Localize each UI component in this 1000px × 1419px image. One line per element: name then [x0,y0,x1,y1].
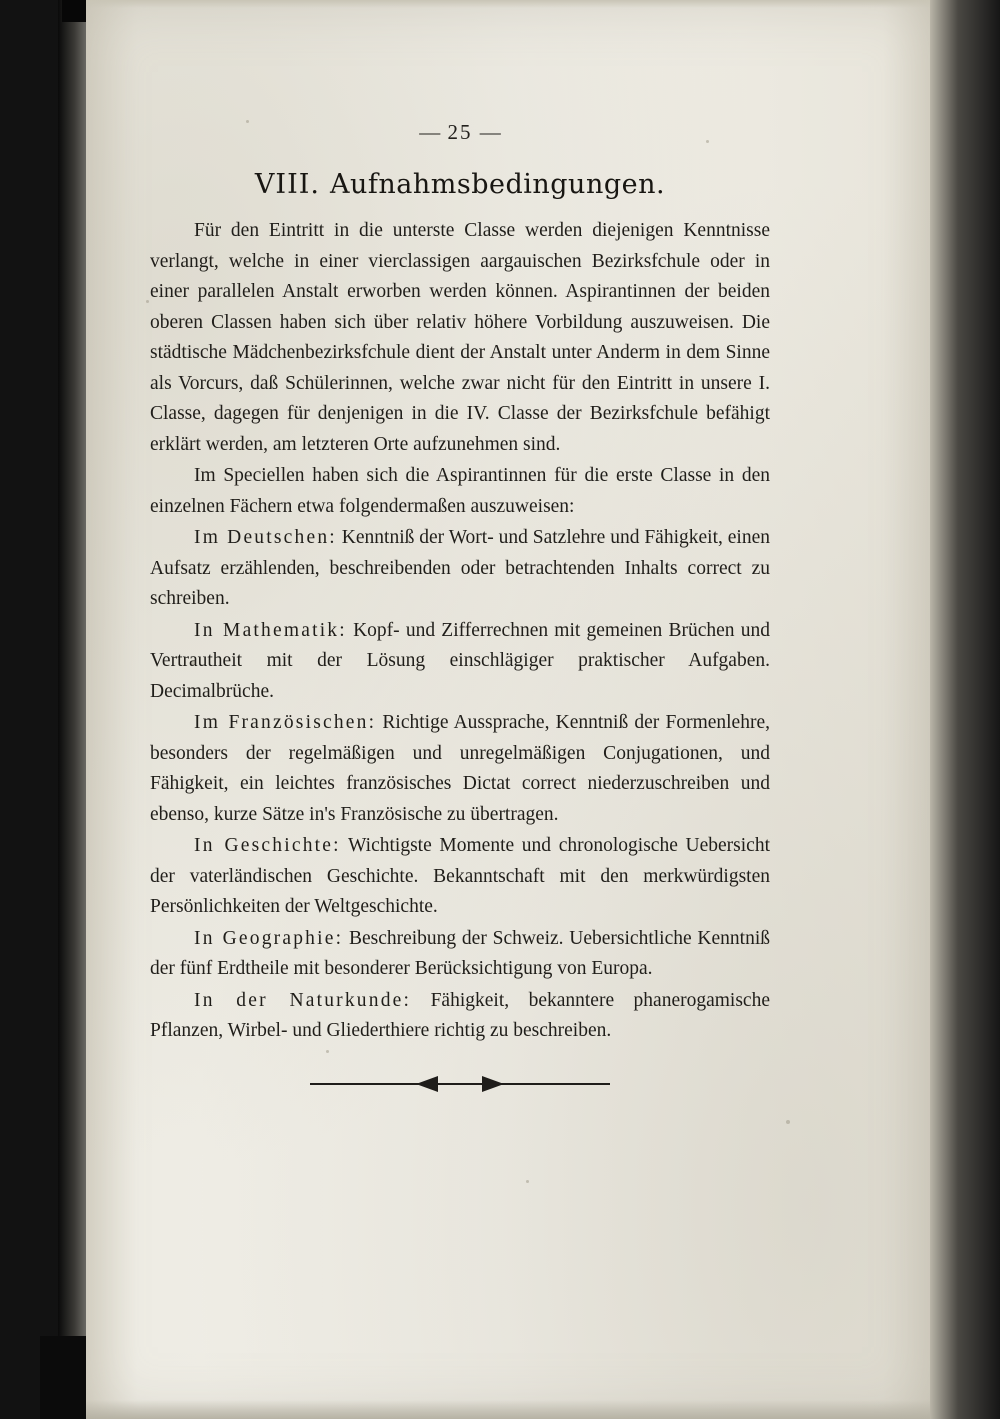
paper-right-edge-shadow [930,0,1000,1419]
subject-history [150,831,770,923]
ornament-arrow-right-icon [482,1076,504,1092]
section-divider-ornament [310,1073,610,1095]
paragraph-entry-conditions: Für den Eintritt in die unterste Classe werden diejenigen Kenntnisse verlangt, welche in einer vierclassigen aargauischen Bezirksfchule oder in einer parallelen Anstalt erworben werden können. Aspirantinnen der beiden oberen Classen haben sich über relativ höhere Vorbildung auszuweisen. Die städtische Mädchenbezirksfchule dient der Anstalt unter Anderm in dem Sinne als Vorcurs, daß Schülerinnen, welche zwar nicht für den Eintritt in unsere I. Classe, dagegen für denjenigen in die IV. Classe der Bezirksfchule befähigt erklärt werden, am letzteren Orte aufzunehmen sind. [150,220,770,455]
subject-german-label: Im Deutschen: [194,527,337,548]
subject-german-text: Kenntniß der Wort- und Satzlehre und Fähigkeit, einen Aufsatz erzählenden, beschreibenden oder betrachtenden Inhalts correct zu schreiben. [150,527,770,609]
subject-natural-history [150,986,770,1047]
subject-history-label: In Geschichte: [194,835,341,856]
folio-dash-right: — [479,120,501,144]
subject-geography-text: Beschreibung der Schweiz. Uebersichtliche Kenntniß der fünf Erdtheile mit besonderer Berücksichtigung von Europa. [150,927,770,979]
subject-natural-history-label: In der Naturkunde: [194,989,412,1011]
subject-natural-history-text: Fähigkeit, bekanntere phanerogamische Pflanzen, Wirbel- und Gliederthiere richtig zu beschreiben. [150,989,770,1041]
subject-geography [150,924,770,985]
ornament-arrow-left-icon [416,1076,438,1092]
subject-french-text: Richtige Aussprache, Kenntniß der Formenlehre, besonders der regelmäßigen und unregelmäßigen Conjugationen, und Fähigkeit, ein leichtes französisches Dictat correct niederzuschreiben und ebenso, kurze Sätze in's Französische zu übertragen. [150,712,770,825]
subject-mathematics [150,616,770,708]
subject-french-label: Im Französischen: [194,712,377,733]
folio-number: 25 [447,120,473,144]
book-gutter-dark-area [0,0,62,1419]
subject-german [150,523,770,615]
paragraph-specific-requirements: Im Speciellen haben sich die Aspirantinnen für die erste Classe in den einzelnen Fächern etwa folgendermaßen auszuweisen: [150,465,770,517]
page-text-body [150,120,770,1095]
ornament-rule [310,1083,610,1086]
subject-mathematics-text: Kopf- und Zifferrechnen mit gemeinen Brüchen und Vertrautheit mit der Lösung einschlägiger praktischer Aufgaben. Decimalbrüche. [150,619,770,702]
page-corner-shadow-top [62,0,88,22]
chapter-title-text: Aufnahmsbedingungen. [329,169,666,200]
chapter-number: VIII. [254,169,320,200]
paper-bottom-edge [86,1400,934,1419]
subject-geography-label: In Geographie: [194,927,344,949]
subject-history-text: Wichtigste Momente und chronologische Uebersicht der vaterländischen Geschichte. Bekanntschaft mit den merkwürdigsten Persönlichkeiten der Weltgeschichte. [150,835,770,917]
paper-top-edge [86,0,934,8]
folio-dash-left: — [419,120,441,144]
chapter-heading [150,169,770,200]
subject-french [150,708,770,830]
page-number [150,120,770,145]
subject-mathematics-label: In Mathematik: [194,619,347,641]
